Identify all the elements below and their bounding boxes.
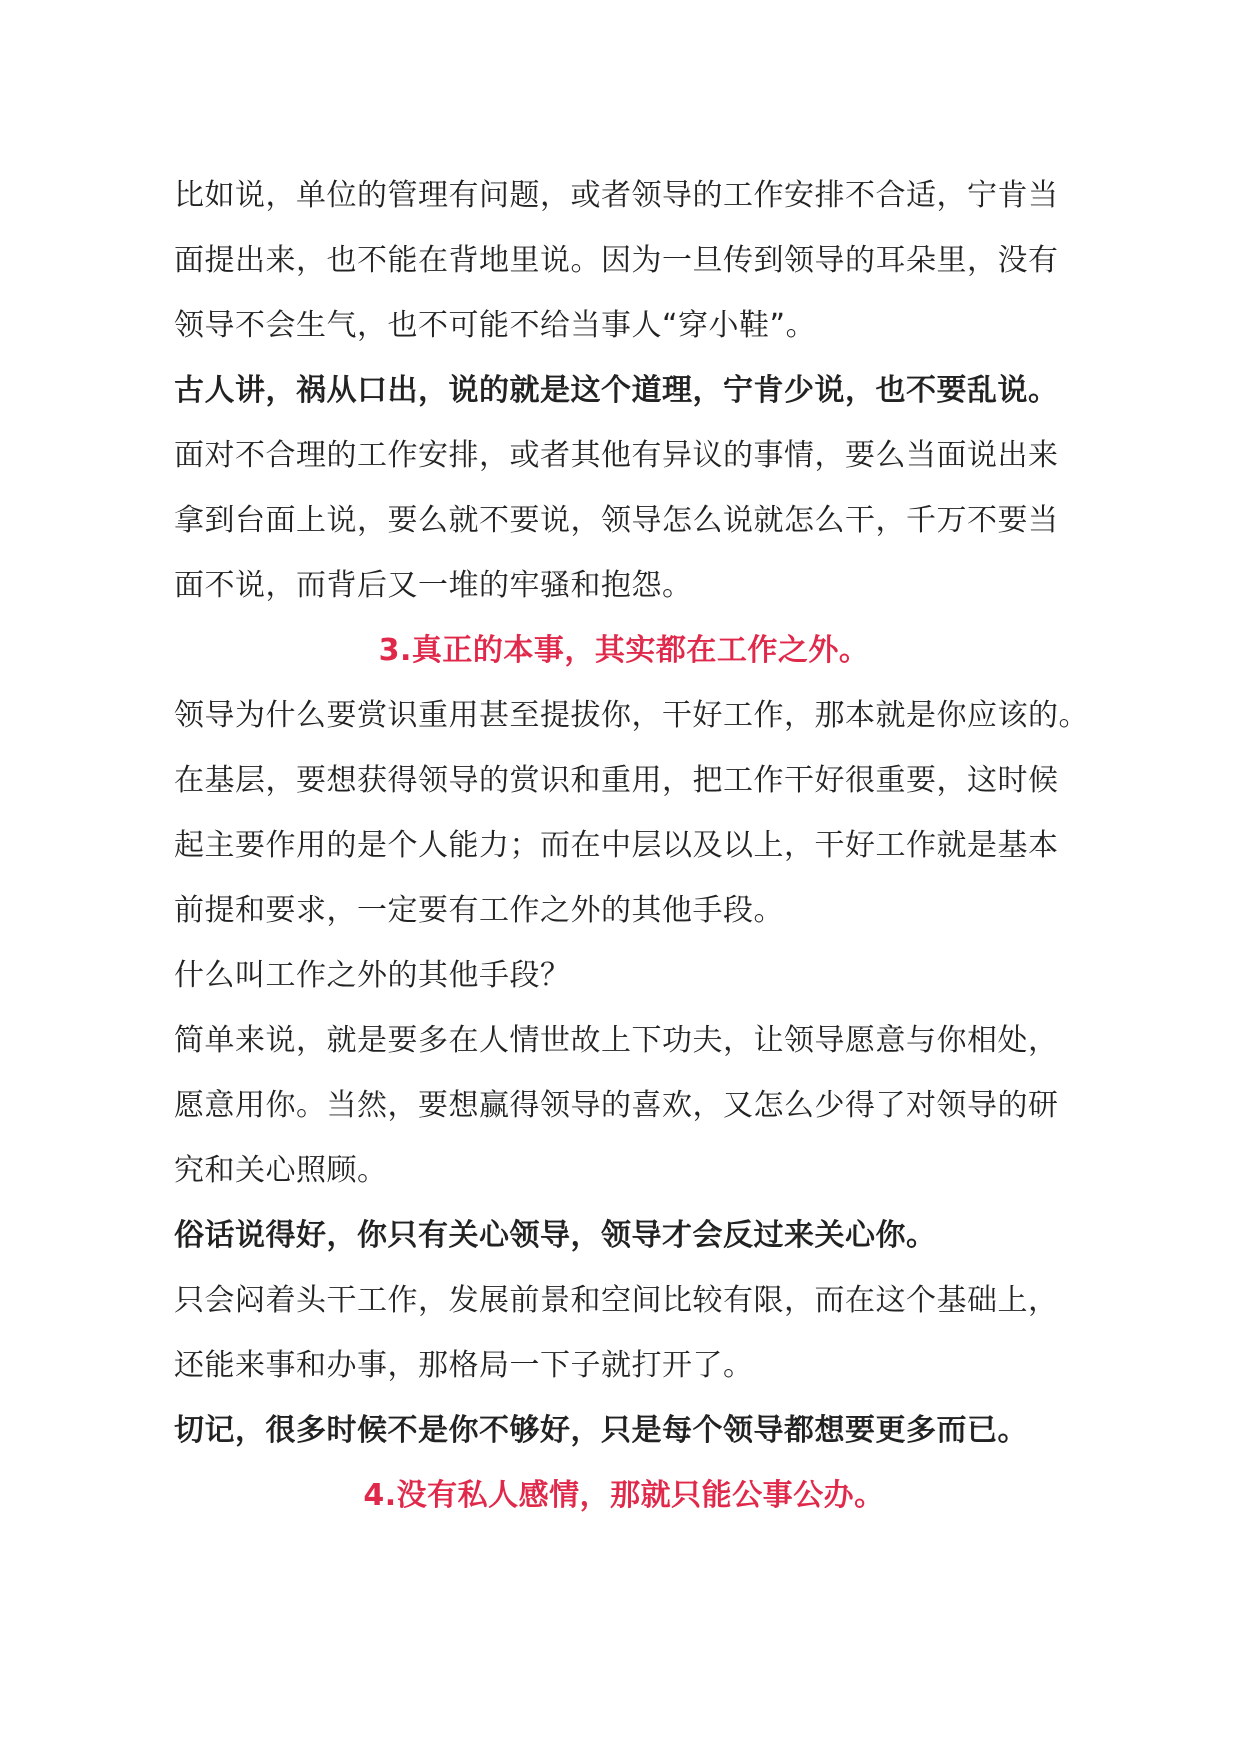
body-line: 在基层，要想获得领导的赏识和重用，把工作干好很重要，这时候 [174, 763, 1059, 798]
bold-line: 切记，很多时候不是你不够好，只是每个领导都想要更多而已。 [174, 1413, 1028, 1448]
body-line: 只会闷着头干工作，发展前景和空间比较有限，而在这个基础上， [174, 1283, 1059, 1318]
body-line: 还能来事和办事，那格局一下子就打开了。 [174, 1348, 754, 1383]
bold-line: 俗话说得好，你只有关心领导，领导才会反过来关心你。 [174, 1218, 937, 1253]
section-heading-4: 4.没有私人感情，那就只能公事公办。 [363, 1478, 885, 1513]
body-line: 领导为什么要赏识重用甚至提拔你，干好工作，那本就是你应该的。 [174, 698, 1089, 733]
body-line: 面提出来，也不能在背地里说。因为一旦传到领导的耳朵里，没有 [174, 243, 1059, 278]
document-page [174, 163, 1094, 1528]
body-line: 愿意用你。当然，要想赢得领导的喜欢，又怎么少得了对领导的研 [174, 1088, 1059, 1123]
body-line: 简单来说，就是要多在人情世故上下功夫，让领导愿意与你相处， [174, 1023, 1059, 1058]
body-line: 拿到台面上说，要么就不要说，领导怎么说就怎么干，千万不要当 [174, 503, 1059, 538]
section-heading-3: 3.真正的本事，其实都在工作之外。 [378, 633, 870, 668]
bold-line: 古人讲，祸从口出，说的就是这个道理，宁肯少说，也不要乱说。 [174, 373, 1059, 408]
body-line: 面不说，而背后又一堆的牢骚和抱怨。 [174, 568, 693, 603]
body-line: 领导不会生气，也不可能不给当事人“穿小鞋”。 [174, 308, 817, 343]
body-line: 面对不合理的工作安排，或者其他有异议的事情，要么当面说出来 [174, 438, 1059, 473]
body-line: 什么叫工作之外的其他手段？ [174, 958, 571, 993]
body-line: 前提和要求，一定要有工作之外的其他手段。 [174, 893, 784, 928]
body-line: 比如说，单位的管理有问题，或者领导的工作安排不合适，宁肯当 [174, 178, 1059, 213]
body-line: 究和关心照顾。 [174, 1153, 388, 1188]
body-line: 起主要作用的是个人能力；而在中层以及以上，干好工作就是基本 [174, 828, 1059, 863]
